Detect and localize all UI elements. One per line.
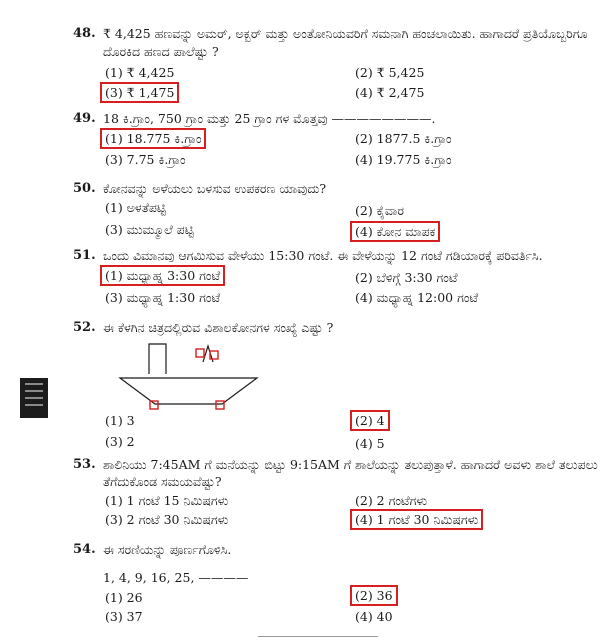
question-51-number: 51. — [73, 248, 96, 263]
question-48-text-line-2: ದೊರಕಿದ ಹಣದ ಪಾಲೆಷ್ಟು ? — [103, 44, 219, 59]
side-marker-tab — [20, 378, 48, 418]
question-50-number: 50. — [73, 181, 96, 196]
question-52-option-4: (4) 5 — [355, 436, 385, 451]
question-52-number: 52. — [73, 320, 96, 335]
question-54-option-3: (3) 37 — [105, 609, 143, 624]
question-48-text-line-1: ₹ 4,425 ಹಣವನ್ನು ಅಮರ್, ಅಕ್ಬರ್ ಮತ್ತು ಅಂತೋನಿಯವರಿಗೆ ಸಮನಾಗಿ ಹಂಚಲಾಯಿತು. ಹಾಗಾದರೆ ಪ್ರತಿಯೊಬ್ಬರಿಗೂ — [103, 26, 588, 41]
question-54-option-4: (4) 40 — [355, 609, 393, 624]
question-52-option-1: (1) 3 — [105, 413, 135, 428]
question-49-option-4: (4) 19.775 ಕಿ.ಗ್ರಾಂ — [355, 152, 452, 167]
question-49-option-1-answer: (1) 18.775 ಕಿ.ಗ್ರಾಂ — [105, 131, 202, 146]
obtuse-angle-figure — [110, 340, 270, 418]
figure-rectangle — [149, 344, 166, 374]
question-48-option-1: (1) ₹ 4,425 — [105, 65, 175, 80]
question-50-text: ಕೋನವನ್ನು ಅಳೆಯಲು ಬಳಸುವ ಉಪಕರಣ ಯಾವುದು? — [103, 181, 327, 196]
question-51-option-1-answer: (1) ಮಧ್ಯಾಹ್ನ 3:30 ಗಂಟೆ — [105, 268, 221, 283]
question-53-option-1: (1) 1 ಗಂಟೆ 15 ನಿಮಿಷಗಳು — [105, 493, 229, 508]
question-48-option-4: (4) ₹ 2,475 — [355, 85, 425, 100]
question-49-option-3: (3) 7.75 ಕಿ.ಗ್ರಾಂ — [105, 152, 186, 167]
question-50-option-2: (2) ಕೈವಾರ — [355, 203, 404, 218]
page-bottom-rule — [258, 636, 378, 637]
question-51-text: ಒಂದು ವಿಮಾನವು ಆಗಮಿಸುವ ವೇಳೆಯು 15:30 ಗಂಟೆ. ಈ ವೇಳೆಯನ್ನು 12 ಗಂಟೆ ಗಡಿಯಾರಕ್ಕೆ ಪರಿವರ್ತಿಸಿ. — [103, 248, 543, 263]
question-50-option-3: (3) ಮುಮ್ಮೂಲೆ ಪಟ್ಟಿ — [105, 222, 194, 237]
question-49-option-2: (2) 1877.5 ಕಿ.ಗ್ರಾಂ — [355, 131, 452, 146]
question-50-option-1: (1) ಅಳತೆಪಟ್ಟಿ — [105, 200, 166, 215]
question-51-option-3: (3) ಮಧ್ಯಾಹ್ನ 1:30 ಗಂಟೆ — [105, 290, 221, 305]
question-49-text: 18 ಕಿ.ಗ್ರಾಂ, 750 ಗ್ರಾಂ ಮತ್ತು 25 ಗ್ರಾಂ ಗಳ ಮೊತ್ತವು ————————. — [103, 111, 436, 126]
figure-base-line — [120, 378, 257, 404]
question-48-number: 48. — [73, 26, 96, 41]
question-54-option-2-answer: (2) 36 — [355, 588, 393, 603]
question-49-number: 49. — [73, 111, 96, 126]
question-54-text: ಈ ಸರಣಿಯನ್ನು ಪೂರ್ಣಗೊಳಿಸಿ. — [103, 542, 232, 557]
question-52-option-3: (3) 2 — [105, 434, 135, 449]
question-53-text-line-1: ಶಾಲಿನಿಯು 7:45AM ಗೆ ಮನೆಯನ್ನು ಬಿಟ್ಟು 9:15AM ಗೆ ಶಾಲೆಯನ್ನು ತಲುಪುತ್ತಾಳೆ. ಹಾಗಾದರೆ ಅವಳು ಶಾಲೆ ತಲುಪಲು — [103, 457, 598, 472]
angle-mark-1 — [196, 349, 204, 357]
question-54-series: 1, 4, 9, 16, 25, ———— — [103, 570, 249, 585]
question-53-option-2: (2) 2 ಗಂಟೆಗಳು — [355, 493, 428, 508]
question-51-option-2: (2) ಬೆಳಿಗ್ಗೆ 3:30 ಗಂಟೆ — [355, 270, 458, 285]
question-48-option-2: (2) ₹ 5,425 — [355, 65, 425, 80]
angle-mark-4 — [216, 401, 224, 409]
question-54-option-1: (1) 26 — [105, 590, 143, 605]
question-54-number: 54. — [73, 542, 96, 557]
question-52-text: ಈ ಕೆಳಗಿನ ಚಿತ್ರದಲ್ಲಿರುವ ವಿಶಾಲಕೋನಗಳ ಸಂಖ್ಯೆ ಎಷ್ಟು ? — [103, 320, 334, 335]
question-50-option-4-answer: (4) ಕೋನ ಮಾಪಕ — [355, 224, 436, 239]
question-53-text-line-2: ತೆಗೆದುಕೊಂಡ ಸಮಯವೆಷ್ಟು? — [103, 474, 222, 489]
question-53-option-4-answer: (4) 1 ಗಂಟೆ 30 ನಿಮಿಷಗಳು — [355, 512, 479, 527]
question-52-option-2-answer: (2) 4 — [355, 413, 385, 428]
question-51-option-4: (4) ಮಧ್ಯಾಹ್ನ 12:00 ಗಂಟೆ — [355, 290, 479, 305]
angle-mark-3 — [150, 401, 158, 409]
question-53-number: 53. — [73, 457, 96, 472]
question-53-option-3: (3) 2 ಗಂಟೆ 30 ನಿಮಿಷಗಳು — [105, 512, 229, 527]
question-48-option-3-answer: (3) ₹ 1,475 — [105, 85, 175, 100]
